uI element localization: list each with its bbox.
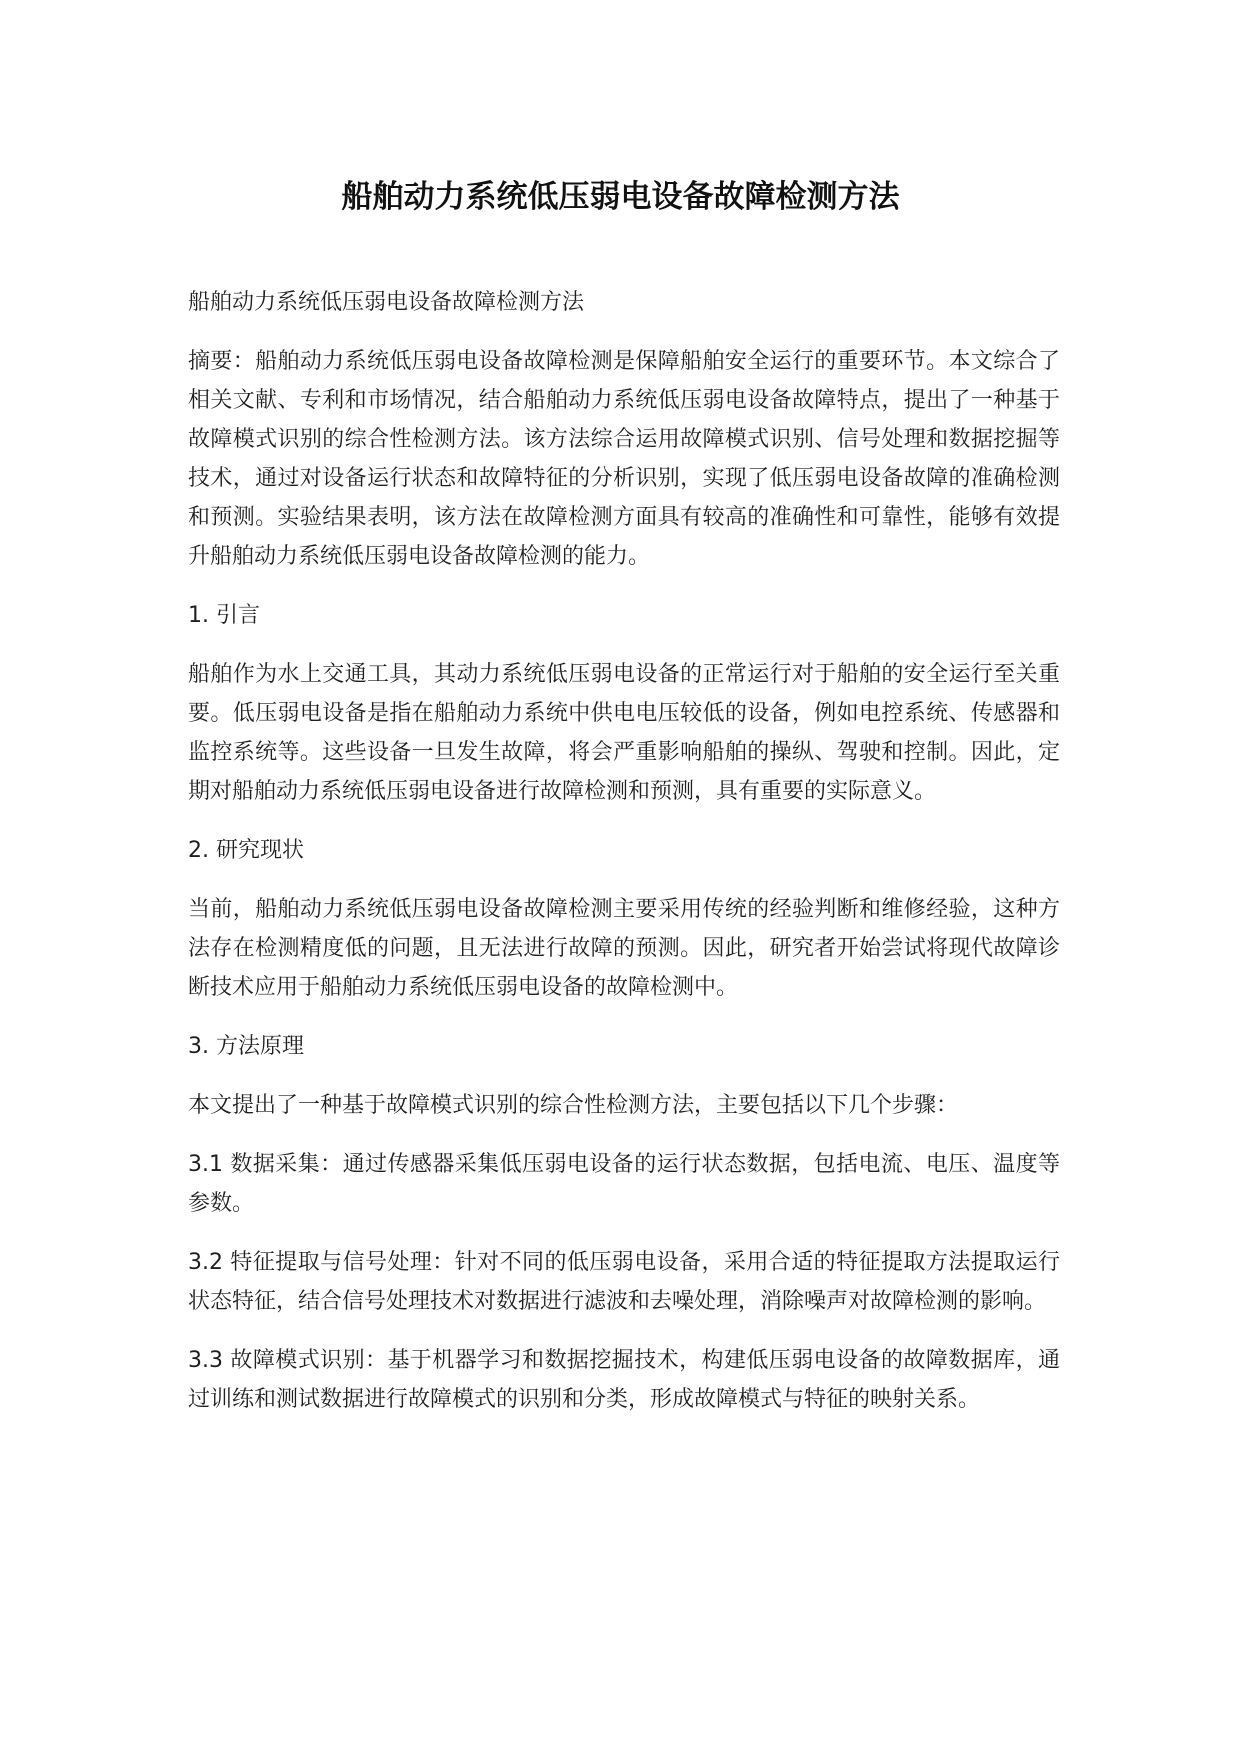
section-heading-method-principle: 3. 方法原理 [188, 1034, 304, 1059]
abstract-paragraph: 摘要：船舶动力系统低压弱电设备故障检测是保障船舶安全运行的重要环节。本文综合了相关文献、专利和市场情况，结合船舶动力系统低压弱电设备故障特点，提出了一种基于故障模式识别的综合性检测方法。该方法综合运用故障模式识别、信号处理和数据挖掘等技术，通过对设备运行状态和故障特征的分析识别，实现了低压弱电设备故障的准确检测和预测。实验结果表明，该方法在故障检测方面具有较高的准确性和可靠性，能够有效提升船舶动力系统低压弱电设备故障检测的能力。 [188, 349, 1060, 569]
method-step-data-collection: 3.1 数据采集：通过传感器采集低压弱电设备的运行状态数据，包括电流、电压、温度等参数。 [188, 1152, 1060, 1216]
method-step-feature-extraction: 3.2 特征提取与信号处理：针对不同的低压弱电设备，采用合适的特征提取方法提取运行状态特征，结合信号处理技术对数据进行滤波和去噪处理，消除噪声对故障检测的影响。 [188, 1250, 1060, 1314]
introduction-paragraph: 船舶作为水上交通工具，其动力系统低压弱电设备的正常运行对于船舶的安全运行至关重要。低压弱电设备是指在船舶动力系统中供电电压较低的设备，例如电控系统、传感器和监控系统等。这些设备一旦发生故障，将会严重影响船舶的操纵、驾驶和控制。因此，定期对船舶动力系统低压弱电设备进行故障检测和预测，具有重要的实际意义。 [188, 662, 1060, 804]
section-heading-research-status: 2. 研究现状 [188, 838, 304, 863]
method-intro-paragraph: 本文提出了一种基于故障模式识别的综合性检测方法，主要包括以下几个步骤： [188, 1093, 959, 1118]
method-step-fault-pattern-recognition: 3.3 故障模式识别：基于机器学习和数据挖掘技术，构建低压弱电设备的故障数据库，通过训练和测试数据进行故障模式的识别和分类，形成故障模式与特征的映射关系。 [188, 1348, 1060, 1412]
section-heading-introduction: 1. 引言 [188, 603, 260, 628]
research-status-paragraph: 当前，船舶动力系统低压弱电设备故障检测主要采用传统的经验判断和维修经验，这种方法存在检测精度低的问题，且无法进行故障的预测。因此，研究者开始尝试将现代故障诊断技术应用于船舶动力系统低压弱电设备的故障检测中。 [188, 897, 1060, 1000]
document-title: 船舶动力系统低压弱电设备故障检测方法 [341, 179, 900, 215]
document-subtitle: 船舶动力系统低压弱电设备故障检测方法 [188, 290, 585, 315]
document-body [188, 283, 1060, 1439]
